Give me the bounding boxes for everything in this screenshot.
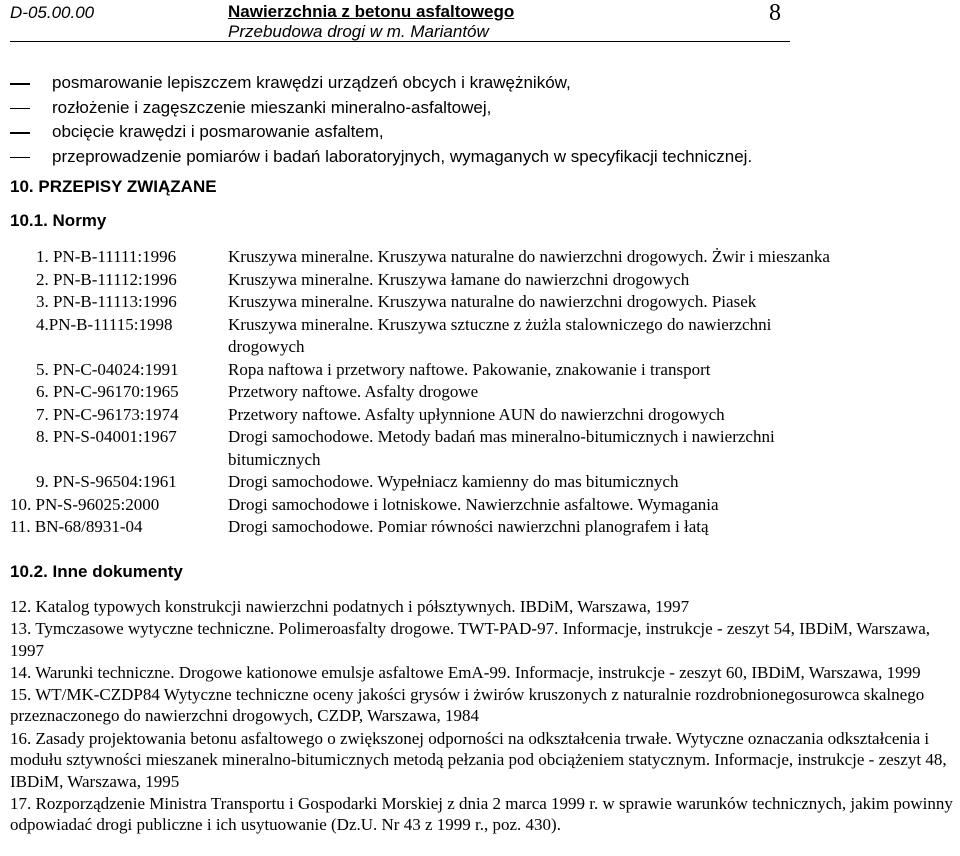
norms-list — [0, 246, 960, 539]
list-item — [10, 145, 950, 170]
section-heading-10-2: 10.2. Inne dokumenty — [10, 562, 183, 581]
norm-row — [0, 471, 960, 494]
document-item: 17. Rozporządzenie Ministra Transportu i Gospodarki Morskiej z dnia 2 marca 1999 r. w sprawie warunków technicznych, jakim powinny odpowiadać drogi publiczne i ich usytuowanie (Dz.U. Nr 43 z 1999 r., poz. 430). — [10, 793, 953, 835]
norm-description: Kruszywa mineralne. Kruszywa sztuczne z żużla stalowniczego do nawierzchni drogowych — [228, 314, 772, 356]
norm-code: 7. PN-C-96173:1974 — [36, 404, 179, 424]
norm-description: Ropa naftowa i przetwory naftowe. Pakowanie, znakowanie i transport — [228, 359, 711, 379]
norm-row — [0, 246, 960, 269]
dash-bullet-icon — [10, 108, 30, 110]
norm-description: Kruszywa mineralne. Kruszywa naturalne do nawierzchni drogowych. Żwir i mieszanka — [228, 247, 830, 266]
section-heading-10-1: 10.1. Normy — [10, 211, 107, 230]
norm-code: 8. PN-S-04001:1967 — [36, 427, 177, 446]
norm-row — [0, 494, 960, 517]
document-item: 13. Tymczasowe wytyczne techniczne. Polimeroasfalty drogowe. TWT-PAD-97. Informacje, instrukcje - zeszyt 54, IBDiM, Warszawa, 1997 — [10, 619, 931, 660]
norm-row — [0, 404, 960, 427]
list-item — [10, 96, 950, 121]
list-item — [10, 120, 950, 145]
norm-code: 5. PN-C-04024:1991 — [36, 359, 179, 379]
norm-description: Drogi samochodowe. Wypełniacz kamienny do mas bitumicznych — [228, 472, 679, 491]
norm-row — [0, 269, 960, 292]
norm-row — [0, 426, 960, 471]
dash-bullet-icon — [10, 132, 30, 134]
norm-code: 9. PN-S-96504:1961 — [36, 472, 177, 491]
norm-code: 3. PN-B-11113:1996 — [36, 292, 177, 311]
header-rule — [10, 41, 790, 42]
page-header — [0, 0, 960, 44]
task-bullet-list — [10, 71, 950, 169]
document-item: 15. WT/MK-CZDP84 Wytyczne techniczne oceny jakości grysów i żwirów kruszonych z naturalnie rozdrobnionegosurowca skalnego przeznaczonego do nawierzchni drogowych, CZDP, Warszawa, 1984 — [10, 684, 925, 726]
dash-bullet-icon — [10, 83, 30, 85]
document-item: 14. Warunki techniczne. Drogowe kationowe emulsje asfaltowe EmA-99. Informacje, instrukcje - zeszyt 60, IBDiM, Warszawa, 1999 — [10, 662, 921, 682]
list-item-text: obcięcie krawędzi i posmarowanie asfaltem, — [52, 122, 384, 141]
norm-description: Drogi samochodowe. Metody badań mas mineralno-bitumicznych i nawierzchni bitumicznych — [228, 427, 775, 469]
norm-code: 10. PN-S-96025:2000 — [10, 494, 160, 514]
document-code: D-05.00.00 — [10, 3, 95, 22]
section-heading-10: 10. PRZEPISY ZWIĄZANE — [10, 177, 217, 196]
document-item: 12. Katalog typowych konstrukcji nawierzchni podatnych i półsztywnych. IBDiM, Warszawa, 1997 — [10, 597, 690, 616]
page-number: 8 — [769, 0, 781, 26]
norm-row — [0, 291, 960, 314]
list-item-text: rozłożenie i zagęszczenie mieszanki mineralno-asfaltowej, — [52, 97, 492, 117]
document-subtitle: Przebudowa drogi w m. Mariantów — [228, 22, 489, 41]
norm-code: 2. PN-B-11112:1996 — [36, 269, 177, 289]
norm-code: 1. PN-B-11111:1996 — [36, 247, 177, 266]
norm-description: Przetwory naftowe. Asfalty upłynnione AUN do nawierzchni drogowych — [228, 404, 725, 424]
norm-code: 11. BN-68/8931-04 — [10, 517, 143, 536]
list-item-text: posmarowanie lepiszczem krawędzi urządzeń obcych i krawężników, — [52, 73, 571, 92]
document-title: Nawierzchnia z betonu asfaltowego — [228, 2, 515, 21]
list-item — [10, 71, 950, 96]
norm-description: Drogi samochodowe. Pomiar równości nawierzchni planografem i łatą — [228, 517, 709, 536]
norm-description: Przetwory naftowe. Asfalty drogowe — [228, 382, 479, 401]
norm-description: Kruszywa mineralne. Kruszywa naturalne do nawierzchni drogowych. Piasek — [228, 292, 757, 311]
norm-row — [0, 516, 960, 539]
document-item: 16. Zasady projektowania betonu asfaltowego o zwiększonej odporności na odkształcenia trwałe. Wytyczne oznaczania odkształcenia i modułu sztywności mieszanek mineralno-bitumicznych metodą pełzania pod obciążeniem statycznym. Informacje, instrukcje - zeszyt 48, IBDiM, Warszawa, 1995 — [10, 728, 947, 791]
norm-code: 6. PN-C-96170:1965 — [36, 382, 179, 401]
norm-row — [0, 359, 960, 382]
norm-row — [0, 381, 960, 404]
dash-bullet-icon — [10, 157, 30, 159]
documents-list — [10, 596, 958, 837]
list-item-text: przeprowadzenie pomiarów i badań laboratoryjnych, wymaganych w specyfikacji technicznej. — [52, 146, 753, 166]
norm-row — [0, 314, 960, 359]
norm-code: 4.PN-B-11115:1998 — [36, 314, 173, 334]
norm-description: Drogi samochodowe i lotniskowe. Nawierzchnie asfaltowe. Wymagania — [228, 494, 719, 514]
norm-description: Kruszywa mineralne. Kruszywa łamane do nawierzchni drogowych — [228, 269, 690, 289]
